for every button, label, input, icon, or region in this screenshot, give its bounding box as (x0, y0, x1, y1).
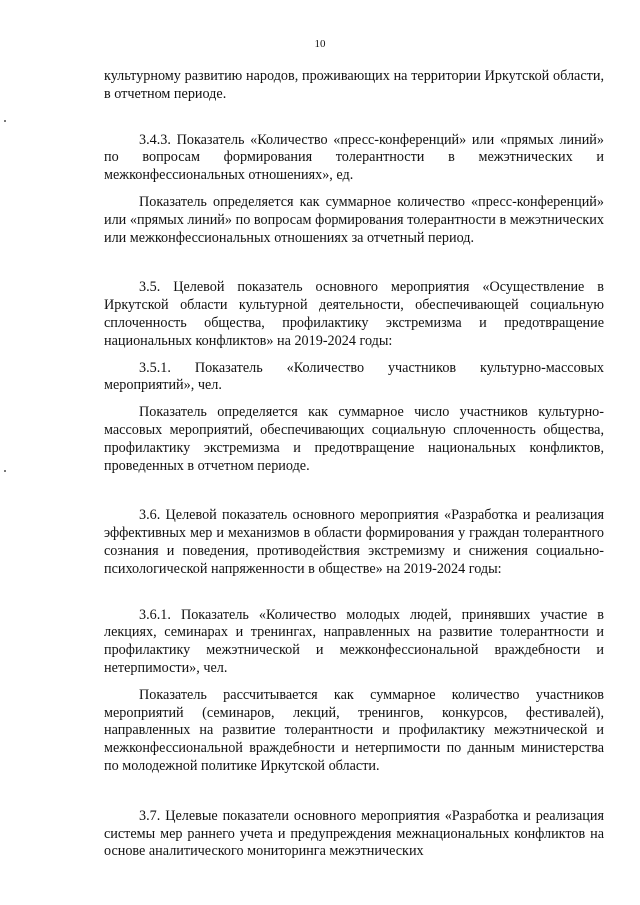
paragraph-indicator-3-5-1-definition: Показатель определяется как суммарное число участников культурно-массовых мероприятий, обеспечивающих социальную сплоченность общества, профилактику экстремизма и предотвращение национальных конфликтов, проведенных в отчетном периоде. (104, 404, 604, 474)
paragraph-target-3-5: 3.5. Целевой показатель основного мероприятия «Осуществление в Иркутской области культурной деятельности, обеспечивающей социальную сплоченность общества, профилактику экстремизма и предотвращение национальных конфликтов» на 2019-2024 годы: (104, 279, 604, 349)
paragraph-indicator-3-4-3: 3.4.3. Показатель «Количество «пресс-конференций» или «прямых линий» по вопросам формирования толерантности в межэтнических и межконфессиональных отношениях», ед. (104, 131, 604, 184)
scan-mark (4, 120, 6, 122)
paragraph-continuation: культурному развитию народов, проживающих на территории Иркутской области, в отчетном периоде. (104, 68, 604, 102)
paragraph-indicator-3-6-1-definition: Показатель рассчитывается как суммарное количество участников мероприятий (семинаров, лекций, тренингов, конкурсов, фестивалей), направленных на развитие толерантности и профилактику межэтнической и межконфессиональной враждебности и нетерпимости по данным министерства по молодежной политике Иркутской области. (104, 686, 604, 774)
paragraph-target-3-7: 3.7. Целевые показатели основного мероприятия «Разработка и реализация системы мер раннего учета и предупреждения межнациональных конфликтов на основе аналитического мониторинга межэтнических (104, 807, 604, 860)
scan-mark (4, 470, 6, 472)
page-number: 10 (314, 38, 326, 50)
paragraph-indicator-3-5-1: 3.5.1. Показатель «Количество участников культурно-массовых мероприятий», чел. (104, 359, 604, 394)
paragraph-indicator-3-4-3-definition: Показатель определяется как суммарное количество «пресс-конференций» или «прямых линий» по вопросам формирования толерантности в межэтнических или межконфессиональных отношениях за отчетный период. (104, 193, 604, 246)
paragraph-target-3-6: 3.6. Целевой показатель основного мероприятия «Разработка и реализация эффективных мер и механизмов в области формирования у граждан толерантного сознания и поведения, противодействия экстремизму и снижения социально-психологической напряженности в обществе» на 2019-2024 годы: (104, 507, 604, 577)
paragraph-indicator-3-6-1: 3.6.1. Показатель «Количество молодых людей, принявших участие в лекциях, семинарах и тренингах, направленных на развитие толерантности и профилактику межэтнической и межконфессиональной враждебности и нетерпимости», чел. (104, 606, 604, 676)
document-body (104, 68, 604, 861)
